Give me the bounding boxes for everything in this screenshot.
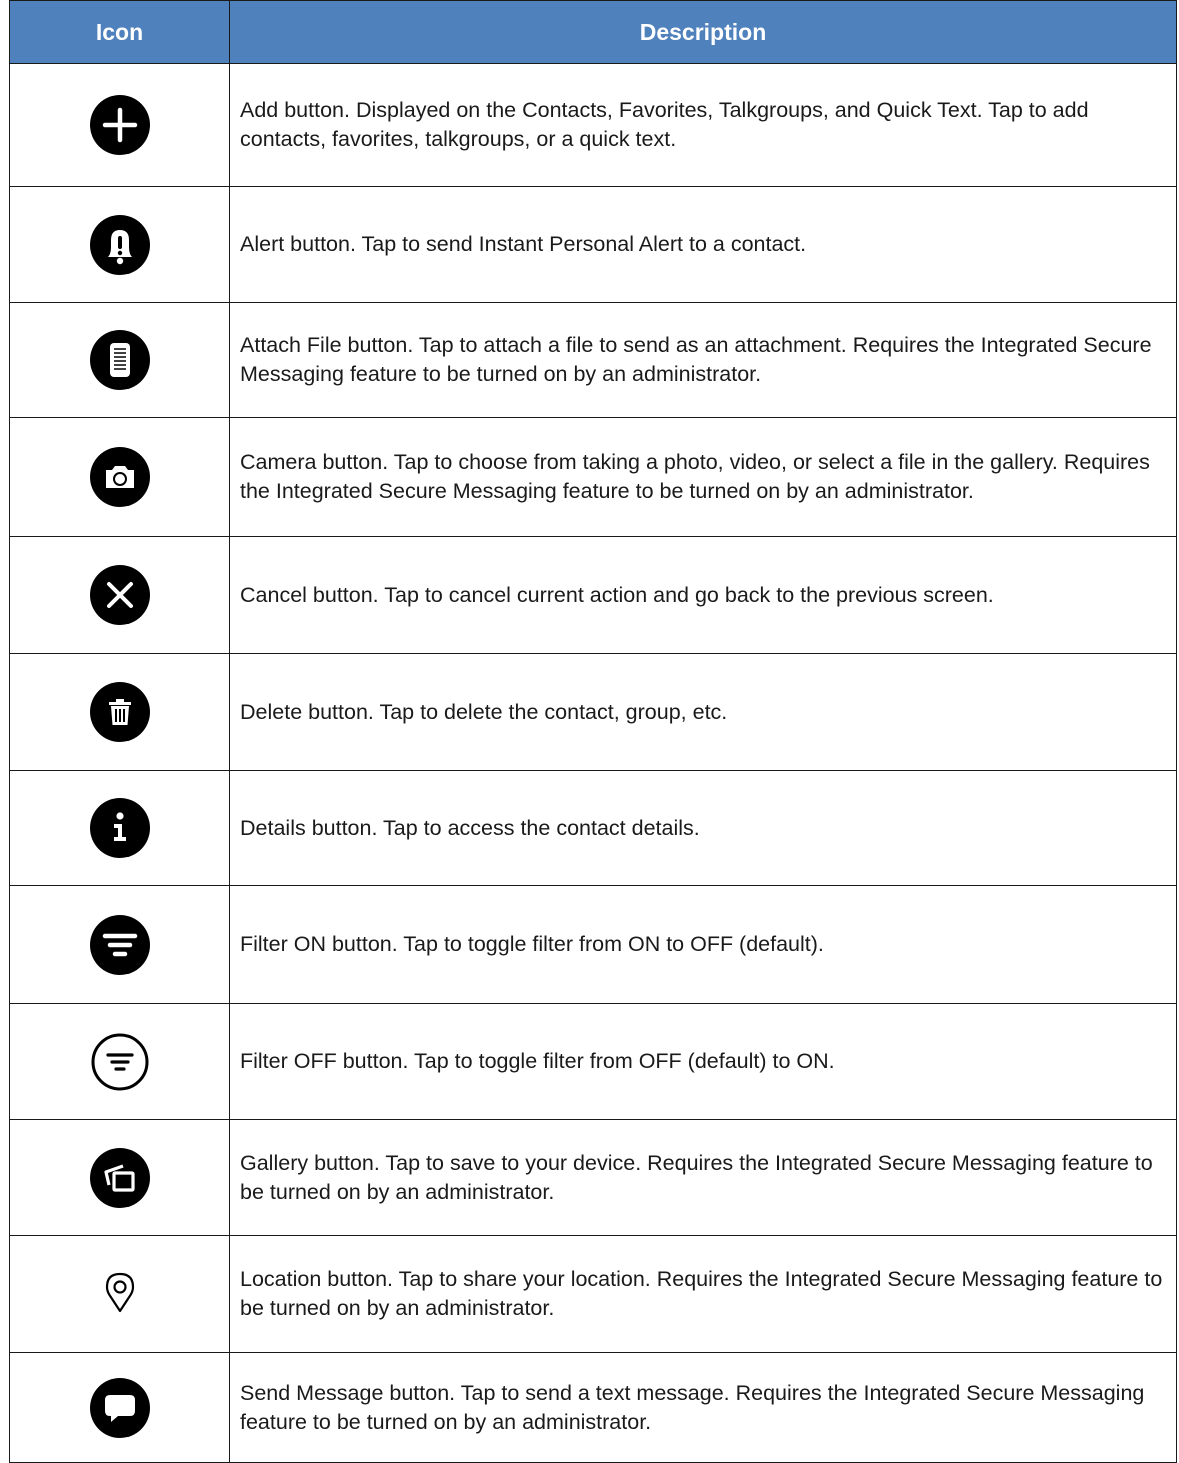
description-cell: Attach File button. Tap to attach a file to send as an attachment. Requires the Integrated Secure Messaging feature to be turned on by an administrator. (230, 303, 1177, 418)
table-row (10, 1353, 1177, 1463)
icon-cell (10, 1236, 230, 1353)
gallery-icon (90, 1148, 150, 1208)
description-cell: Camera button. Tap to choose from taking a photo, video, or select a file in the gallery. Requires the Integrated Secure Messaging feature to be turned on by an administrator. (230, 418, 1177, 537)
table-row (10, 418, 1177, 537)
icon-cell (10, 654, 230, 771)
filter-on-icon (90, 915, 150, 975)
table-row (10, 64, 1177, 187)
icon-cell (10, 1353, 230, 1463)
table-row (10, 187, 1177, 303)
description-cell: Cancel button. Tap to cancel current action and go back to the previous screen. (230, 537, 1177, 654)
description-cell: Alert button. Tap to send Instant Personal Alert to a contact. (230, 187, 1177, 303)
table-row (10, 537, 1177, 654)
header-icon: Icon (10, 1, 230, 64)
icon-reference-table (9, 0, 1177, 1463)
description-cell: Location button. Tap to share your location. Requires the Integrated Secure Messaging feature to be turned on by an administrator. (230, 1236, 1177, 1353)
icon-cell (10, 64, 230, 187)
add-icon (90, 95, 150, 155)
table-row (10, 1236, 1177, 1353)
send-message-icon (90, 1378, 150, 1438)
table-row (10, 303, 1177, 418)
description-cell: Delete button. Tap to delete the contact, group, etc. (230, 654, 1177, 771)
icon-cell (10, 886, 230, 1004)
filter-off-icon (90, 1032, 150, 1092)
description-cell: Filter OFF button. Tap to toggle filter from OFF (default) to ON. (230, 1004, 1177, 1120)
delete-icon (90, 682, 150, 742)
table-row (10, 1004, 1177, 1120)
description-cell: Add button. Displayed on the Contacts, Favorites, Talkgroups, and Quick Text. Tap to add contacts, favorites, talkgroups, or a quick text. (230, 64, 1177, 187)
table-row (10, 654, 1177, 771)
icon-cell (10, 187, 230, 303)
description-cell: Details button. Tap to access the contact details. (230, 771, 1177, 886)
camera-icon (90, 447, 150, 507)
attach-file-icon (90, 330, 150, 390)
table-row (10, 886, 1177, 1004)
description-cell: Gallery button. Tap to save to your device. Requires the Integrated Secure Messaging feature to be turned on by an administrator. (230, 1120, 1177, 1236)
description-cell: Send Message button. Tap to send a text message. Requires the Integrated Secure Messaging feature to be turned on by an administrator. (230, 1353, 1177, 1463)
location-icon (90, 1264, 150, 1324)
icon-cell (10, 537, 230, 654)
table-row (10, 771, 1177, 886)
details-icon (90, 798, 150, 858)
icon-cell (10, 1120, 230, 1236)
alert-icon (90, 215, 150, 275)
icon-cell (10, 303, 230, 418)
description-cell: Filter ON button. Tap to toggle filter from ON to OFF (default). (230, 886, 1177, 1004)
header-description: Description (230, 1, 1177, 64)
icon-cell (10, 1004, 230, 1120)
icon-cell (10, 771, 230, 886)
table-row (10, 1120, 1177, 1236)
table-header-row (10, 1, 1177, 64)
icon-cell (10, 418, 230, 537)
cancel-icon (90, 565, 150, 625)
